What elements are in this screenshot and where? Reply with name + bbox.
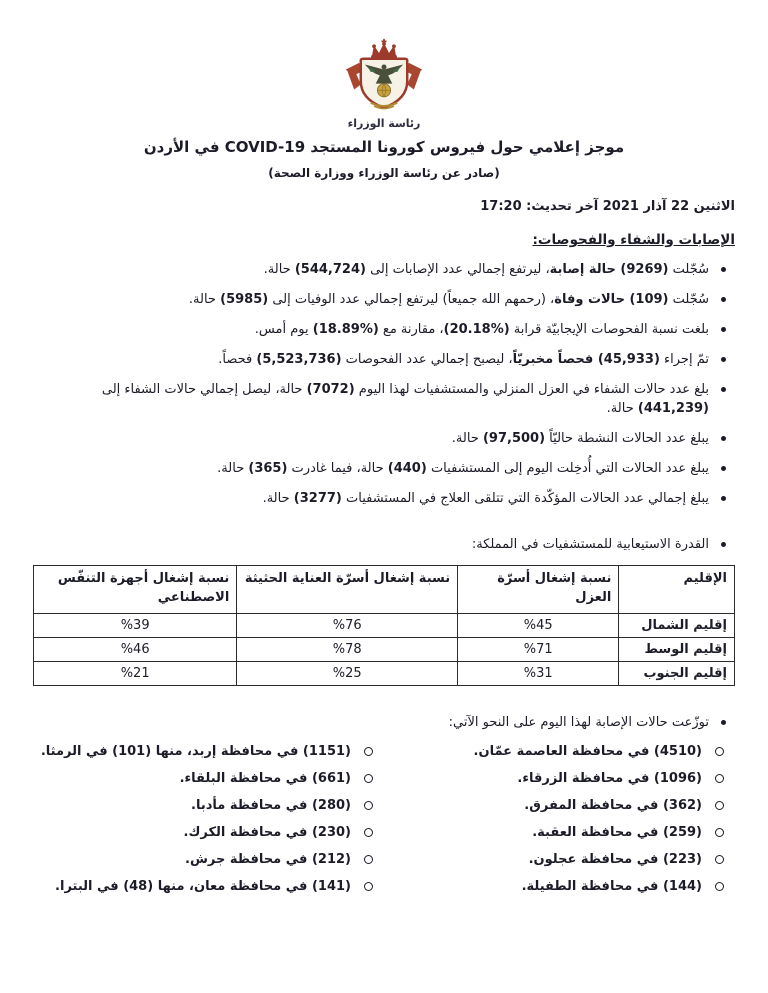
governorate-case-text: (141) في محافظة معان، منها (48) في البترا. (55, 879, 351, 894)
text-segment: ، ليرتفع إجمالي عدد الإصابات إلى (365, 262, 550, 277)
governorate-case-item (33, 797, 384, 815)
bullet-dot-icon (721, 720, 726, 725)
governorate-case-text: (223) في محافظة عجلون. (528, 852, 702, 867)
governorate-case-item (384, 851, 735, 869)
governorate-case-item (33, 878, 384, 896)
prime-ministry-logo (33, 38, 735, 116)
stats-section-heading: الإصابات والشفاء والفحوصات: (532, 232, 735, 248)
percent-cell: %31 (458, 662, 619, 686)
governorate-case-item (384, 797, 735, 815)
bullet-dot-icon (721, 496, 726, 501)
text-segment: (97,500) (482, 431, 546, 446)
text-segment: يبلغ عدد الحالات النشطة حاليّاً (545, 431, 709, 446)
circle-bullet-icon (715, 801, 724, 810)
governorate-case-text: (230) في محافظة الكرك. (183, 825, 351, 840)
text-segment: (5985) (220, 292, 269, 307)
text-segment: سُجّلت (668, 292, 709, 307)
text-segment: ، مقارنة مع (378, 322, 444, 337)
bullet-dot-icon (721, 267, 726, 272)
text-segment: (3277) (293, 491, 342, 506)
bullet-dot-icon (721, 436, 726, 441)
capacity-table-head (34, 566, 735, 614)
text-segment: يبلغ إجمالي عدد الحالات المؤكّدة التي تتلقى العلاج في المستشفيات (341, 491, 709, 506)
text-segment: حالة. (263, 262, 295, 277)
distribution-intro-bullet (33, 713, 735, 732)
stat-bullet-item (33, 350, 735, 369)
stat-bullet-item (33, 260, 735, 279)
table-header-cell: نسبة إشغال أجهزة التنفّس الاصطناعي (34, 566, 237, 614)
governorate-case-text: (144) في محافظة الطفيلة. (521, 879, 702, 894)
stat-bullet-item (33, 320, 735, 339)
text-segment: (365) (248, 461, 288, 476)
bullet-dot-icon (721, 387, 726, 392)
table-row (34, 662, 735, 686)
governorate-case-text: (212) في محافظة جرش. (185, 852, 351, 867)
text-segment: حالة. (606, 401, 638, 416)
governorate-case-text: (1096) في محافظة الزرقاء. (517, 771, 702, 786)
governorate-case-item (33, 824, 384, 842)
logo-caption: رئاسة الوزراء (347, 117, 421, 130)
text-segment: سُجّلت (668, 262, 709, 277)
circle-bullet-icon (364, 747, 373, 756)
capacity-table-body (34, 614, 735, 686)
text-segment: (7072) (306, 382, 355, 397)
circle-bullet-icon (715, 855, 724, 864)
document-header (33, 38, 735, 130)
hospital-capacity-table (33, 565, 735, 686)
distribution-intro-list (33, 713, 735, 732)
stats-bullet-list (33, 260, 735, 508)
capacity-intro-bullet (33, 535, 735, 554)
text-segment: تمّ إجراء (659, 352, 709, 367)
text-segment: فحصاً. (218, 352, 257, 367)
circle-bullet-icon (364, 774, 373, 783)
region-cell: إقليم الوسط (619, 638, 735, 662)
circle-bullet-icon (364, 801, 373, 810)
text-segment: حالة، ليصل إجمالي حالات الشفاء إلى (101, 382, 307, 397)
governorate-case-item (33, 770, 384, 788)
governorate-case-text: (661) في محافظة البلقاء. (179, 771, 351, 786)
stat-bullet-item (33, 489, 735, 508)
capacity-header-row (34, 566, 735, 614)
text-segment: (109) حالات وفاة (554, 292, 669, 307)
governorate-case-text: (362) في محافظة المفرق. (524, 798, 702, 813)
bullet-dot-icon (721, 542, 726, 547)
percent-cell: %71 (458, 638, 619, 662)
text-segment: (5,523,736) (256, 352, 342, 367)
bullet-dot-icon (721, 297, 726, 302)
text-segment: يبلغ عدد الحالات التي أُدخِلت اليوم إلى المستشفيات (426, 461, 709, 476)
stat-bullet-item (33, 459, 735, 478)
percent-cell: %78 (237, 638, 458, 662)
circle-bullet-icon (715, 882, 724, 891)
text-segment: يوم أمس. (254, 322, 313, 337)
date-line: الاثنين 22 آذار 2021 آخر تحديث: 17:20 (480, 199, 735, 214)
governorate-case-text: (259) في محافظة العقبة. (532, 825, 702, 840)
text-segment: (544,724) (294, 262, 366, 277)
distribution-column-right (384, 743, 735, 905)
stat-bullet-item (33, 290, 735, 309)
percent-cell: %76 (237, 614, 458, 638)
percent-cell: %39 (34, 614, 237, 638)
stat-bullet-item (33, 429, 735, 448)
circle-bullet-icon (715, 747, 724, 756)
table-header-cell: نسبة إشغال أسرّة العزل (458, 566, 619, 614)
bullet-dot-icon (721, 327, 726, 332)
table-header-cell: الإقليم (619, 566, 735, 614)
text-segment: بلغت نسبة الفحوصات الإيجابيّة قرابة (509, 322, 709, 337)
text-segment: (441,239) (637, 401, 709, 416)
table-row (34, 614, 735, 638)
text-segment: حالة. (217, 461, 249, 476)
table-row (34, 638, 735, 662)
governorate-case-item (384, 743, 735, 761)
circle-bullet-icon (715, 828, 724, 837)
stat-bullet-item (33, 380, 735, 418)
region-cell: إقليم الشمال (619, 614, 735, 638)
region-cell: إقليم الجنوب (619, 662, 735, 686)
percent-cell: %46 (34, 638, 237, 662)
capacity-intro-text: القدرة الاستيعابية للمستشفيات في المملكة: (471, 537, 709, 552)
percent-cell: %21 (34, 662, 237, 686)
percent-cell: %45 (458, 614, 619, 638)
table-header-cell: نسبة إشغال أسرّة العناية الحثيثة (237, 566, 458, 614)
text-segment: حالة. (188, 292, 221, 307)
governorate-case-item (384, 878, 735, 896)
jordan-coat-of-arms-icon (334, 38, 434, 116)
text-segment: (%18.89) (312, 322, 379, 337)
capacity-intro-list (33, 535, 735, 554)
text-segment: ، ليصبح إجمالي عدد الفحوصات (341, 352, 513, 367)
page-subtitle: (صادر عن رئاسة الوزراء ووزارة الصحة) (268, 166, 500, 180)
governorate-case-text: (1151) في محافظة إربد، منها (101) في الرمثا. (40, 744, 351, 759)
distribution-columns (33, 743, 735, 905)
governorate-case-item (33, 851, 384, 869)
bullet-dot-icon (721, 357, 726, 362)
page-title: موجز إعلامي حول فيروس كورونا المستجد COVID-19 في الأردن (143, 138, 625, 156)
percent-cell: %25 (237, 662, 458, 686)
governorate-case-text: (4510) في محافظة العاصمة عمّان. (473, 744, 702, 759)
circle-bullet-icon (364, 855, 373, 864)
text-segment: (440) (387, 461, 427, 476)
bullet-dot-icon (721, 466, 726, 471)
text-segment: (45,933) فحصاً مخبريّاً (512, 352, 660, 367)
governorate-case-item (384, 770, 735, 788)
text-segment: حالة، فيما غادرت (287, 461, 388, 476)
circle-bullet-icon (715, 774, 724, 783)
text-segment: (9269) حالة إصابة (549, 262, 669, 277)
distribution-column-left (33, 743, 384, 905)
circle-bullet-icon (364, 828, 373, 837)
text-segment: ، (رحمهم الله جميعاً) ليرتفع إجمالي عدد الوفيات إلى (268, 292, 555, 307)
circle-bullet-icon (364, 882, 373, 891)
governorate-case-text: (280) في محافظة مأدبا. (191, 798, 351, 813)
text-segment: (%20.18) (443, 322, 510, 337)
governorate-case-item (384, 824, 735, 842)
governorate-case-item (33, 743, 384, 761)
distribution-intro-text: توزّعت حالات الإصابة لهذا اليوم على النحو الآتي: (448, 715, 709, 730)
text-segment: بلغ عدد حالات الشفاء في العزل المنزلي والمستشفيات لهذا اليوم (354, 382, 709, 397)
text-segment: حالة. (451, 431, 483, 446)
text-segment: حالة. (262, 491, 294, 506)
